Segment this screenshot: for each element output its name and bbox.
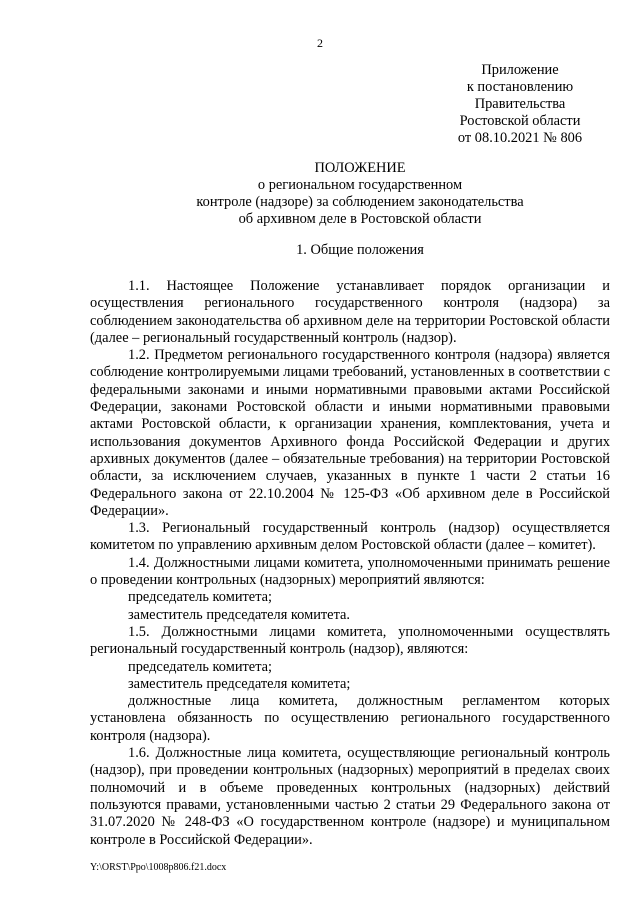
appendix-block [440, 62, 600, 147]
paragraph: председатель комитета; [128, 658, 273, 675]
appendix-line: Правительства [474, 96, 566, 112]
appendix-line: от 08.10.2021 № 806 [457, 130, 583, 146]
title-line: контроле (надзоре) за соблюдением законодательства [196, 194, 524, 210]
paragraph: заместитель председателя комитета. [128, 606, 351, 623]
title-line: об архивном деле в Ростовской области [238, 211, 482, 227]
paragraph: 1.4. Должностными лицами комитета, уполномоченными принимать решение о проведении контрольных (надзорных) мероприятий являются: [90, 554, 610, 589]
document-body [90, 278, 610, 849]
paragraph: 1.5. Должностными лицами комитета, уполномоченными осуществлять региональный государственный контроль (надзор), являются: [90, 623, 610, 658]
appendix-line: к постановлению [466, 79, 574, 95]
paragraph: 1.2. Предметом регионального государственного контроля (надзора) является соблюдение контролируемыми лицами требований, установленных в соответствии с федеральными законами и иными нормативными правовыми актами Российской Федерации, законами Ростовской области и иными нормативными правовыми актами Ростовской области, к организации хранения, комплектования, учета и использования документов Архивного фонда Российской Федерации и других архивных документов (далее – обязательные требования) на территории Ростовской области, за исключением случаев, указанных в пункте 1 части 2 статьи 16 Федерального закона от 22.10.2004 № 125-ФЗ «Об архивном деле в Российской Федерации». [90, 347, 610, 519]
page-number: 2 [317, 36, 323, 50]
paragraph: председатель комитета; [128, 589, 273, 606]
appendix-line: Ростовской области [459, 113, 581, 129]
paragraph: заместитель председателя комитета; [128, 675, 351, 692]
paragraph: 1.6. Должностные лица комитета, осуществляющие региональный контроль (надзор), при проведении контрольных (надзорных) мероприятий в пределах своих полномочий и в объеме проведенных контрольных (надзорных) действий пользуются правами, установленными частью 2 статьи 29 Федерального закона от 31.07.2020 № 248-ФЗ «О государственном контроле (надзоре) и муниципальном контроле в Российской Федерации». [90, 745, 610, 848]
section-title: 1. Общие положения [296, 242, 424, 258]
document-title [80, 160, 640, 228]
file-path-footer: Y:\ORST\Ppo\1008p806.f21.docx [90, 862, 227, 873]
paragraph: 1.1. Настоящее Положение устанавливает порядок организации и осуществления регионального государственного контроля (надзора) за соблюдением законодательства об архивном деле на территории Ростовской области (далее – региональный государственный контроль (надзор). [90, 278, 610, 346]
title-heading: ПОЛОЖЕНИЕ [314, 160, 406, 176]
paragraph: 1.3. Региональный государственный контроль (надзор) осуществляется комитетом по управлению архивным делом Ростовской области (далее – комитет). [90, 520, 610, 554]
title-line: о региональном государственном [257, 177, 463, 193]
appendix-line: Приложение [481, 62, 559, 78]
paragraph: должностные лица комитета, должностным регламентом которых установлена обязанность по осуществлению регионального государственного контроля (надзора). [90, 693, 610, 744]
